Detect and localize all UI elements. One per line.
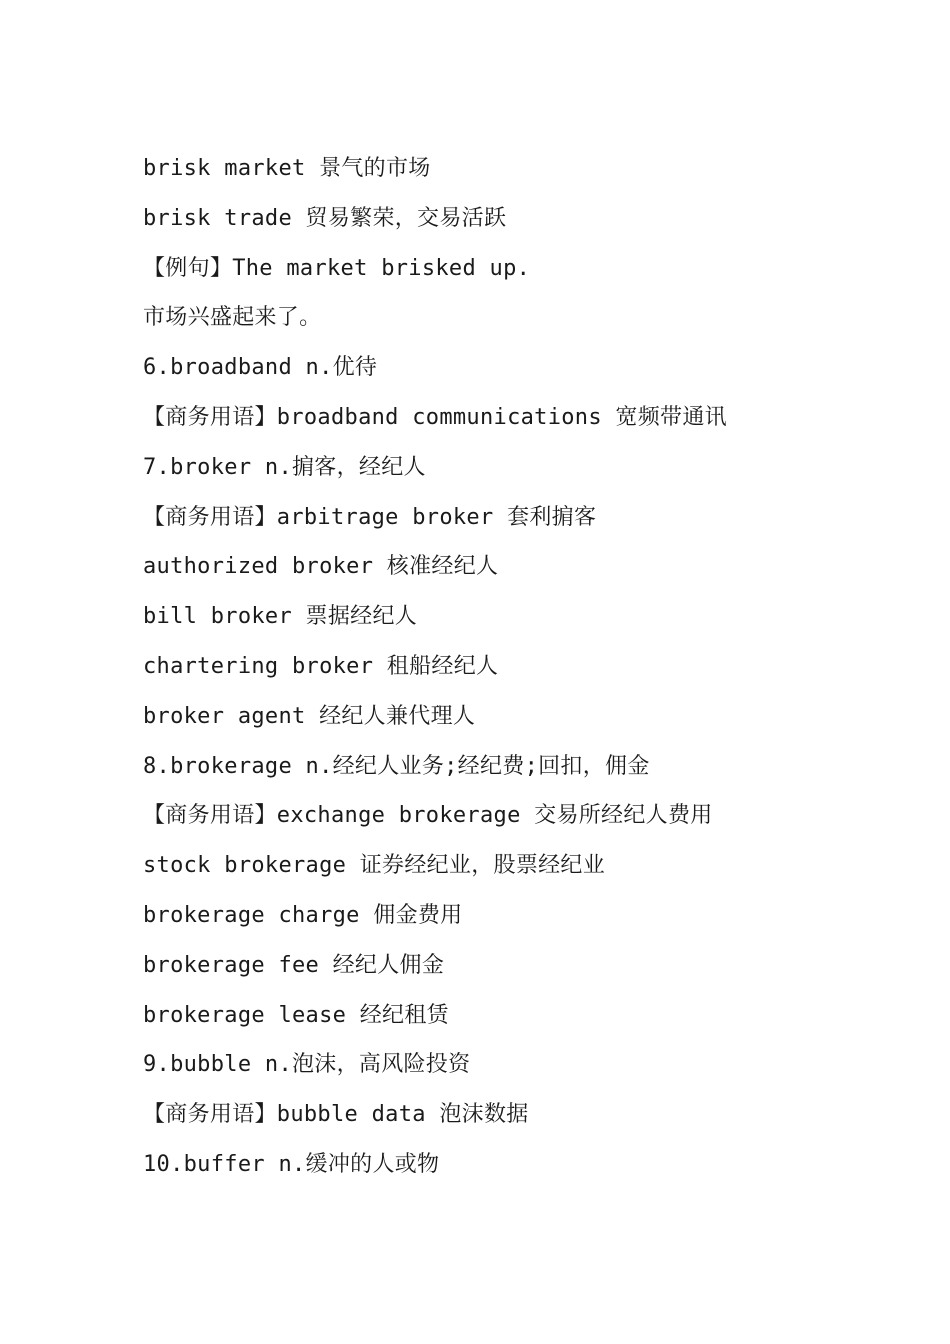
entry-heading: 7.broker n.掮客，经纪人 xyxy=(143,454,426,480)
text-line: brokerage charge 佣金费用 xyxy=(143,902,463,928)
text-line: brokerage lease 经纪租赁 xyxy=(143,1002,449,1028)
business-term-line: 【商务用语】exchange brokerage 交易所经纪人费用 xyxy=(143,803,713,829)
text-line: brisk trade 贸易繁荣，交易活跃 xyxy=(143,205,507,231)
text-line: authorized broker 核准经纪人 xyxy=(143,554,499,580)
text-line: stock brokerage 证券经纪业，股票经纪业 xyxy=(143,853,606,879)
entry-heading: 9.bubble n.泡沫，高风险投资 xyxy=(143,1052,471,1078)
text-line: chartering broker 租船经纪人 xyxy=(143,653,499,679)
text-line: bill broker 票据经纪人 xyxy=(143,604,418,630)
business-term-line: 【商务用语】arbitrage broker 套利掮客 xyxy=(143,504,597,530)
text-line: brokerage fee 经纪人佣金 xyxy=(143,952,445,978)
document-body xyxy=(143,152,903,1198)
text-line: broker agent 经纪人兼代理人 xyxy=(143,703,476,729)
entry-heading: 10.buffer n.缓冲的人或物 xyxy=(143,1151,440,1177)
text-line: brisk market 景气的市场 xyxy=(143,156,431,181)
entry-heading: 8.brokerage n.经纪人业务;经纪费;回扣，佣金 xyxy=(143,753,650,779)
business-term-line: 【商务用语】bubble data 泡沫数据 xyxy=(143,1102,529,1128)
business-term-line: 【商务用语】broadband communications 宽频带通讯 xyxy=(143,404,727,430)
example-translation: 市场兴盛起来了。 xyxy=(143,305,322,331)
entry-heading: 6.broadband n.优待 xyxy=(143,355,378,381)
example-sentence: 【例句】The market brisked up. xyxy=(143,255,531,281)
